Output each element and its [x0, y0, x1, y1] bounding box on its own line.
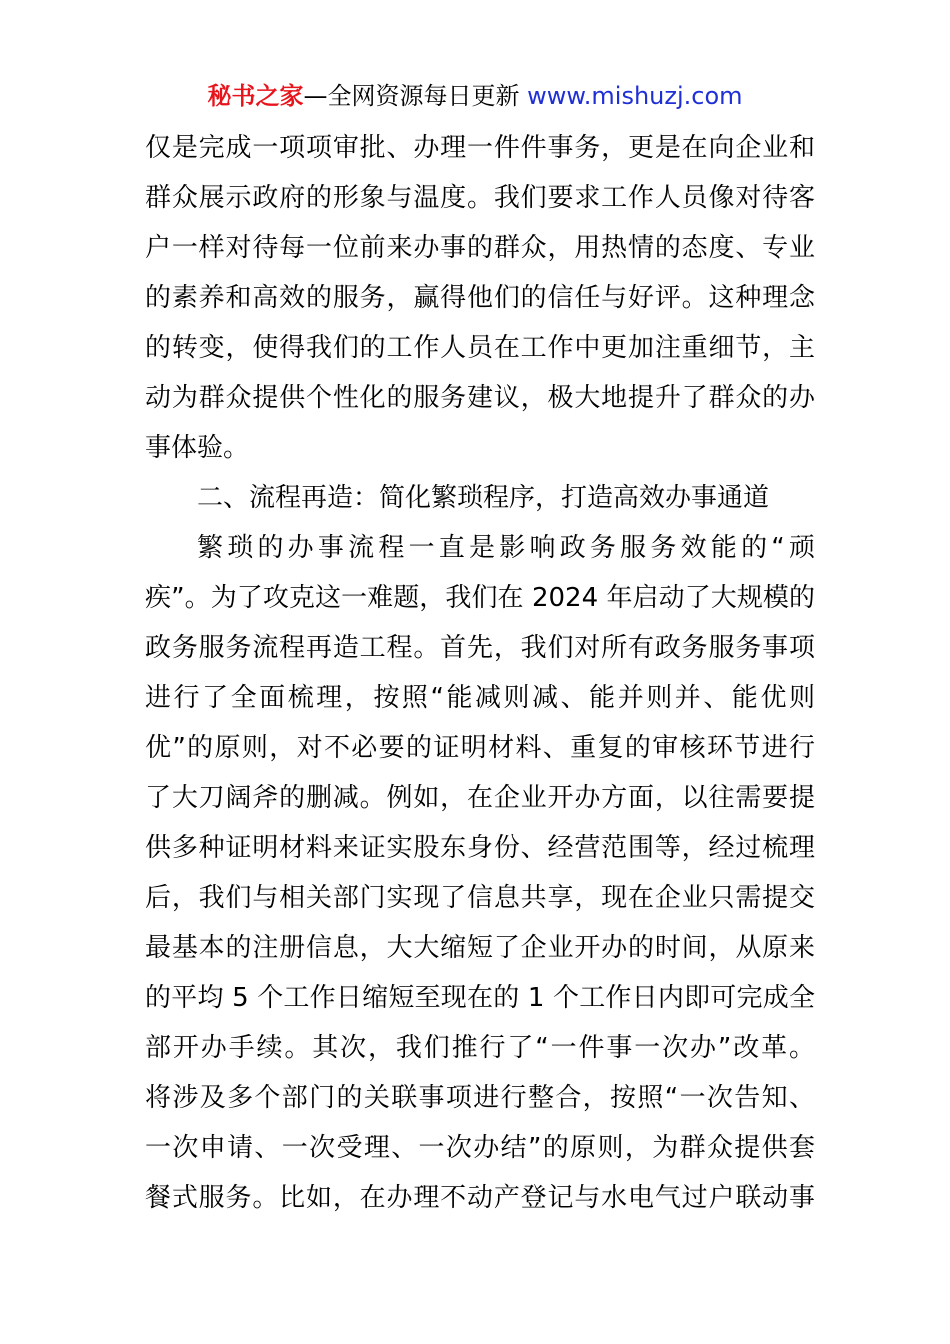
text-line: 群众展示政府的形象与温度。我们要求工作人员像对待客 [145, 183, 815, 213]
text-line: 优”的原则，对不必要的证明材料、重复的审核环节进行 [145, 733, 815, 763]
document-body [145, 123, 815, 1223]
text-line: 供多种证明材料来证实股东身份、经营范围等，经过梳理 [145, 833, 815, 863]
text-line: 的素养和高效的服务，赢得他们的信任与好评。这种理念 [145, 283, 815, 313]
text-line: 的平均 5 个工作日缩短至现在的 1 个工作日内即可完成全 [145, 983, 815, 1013]
site-header [0, 78, 950, 114]
site-url-link[interactable]: www.mishuzj.com [527, 82, 743, 110]
site-tagline: —全网资源每日更新 [303, 82, 520, 110]
text-line: 的转变，使得我们的工作人员在工作中更加注重细节，主 [145, 333, 815, 363]
text-line: 将涉及多个部门的关联事项进行整合，按照“一次告知、 [145, 1083, 815, 1113]
text-line: 部开办手续。其次，我们推行了“一件事一次办”改革。 [145, 1033, 815, 1063]
text-line: 动为群众提供个性化的服务建议，极大地提升了群众的办 [145, 383, 815, 413]
text-line: 疾”。为了攻克这一难题，我们在 2024 年启动了大规模的 [145, 583, 815, 613]
text-line: 政务服务流程再造工程。首先，我们对所有政务服务事项 [145, 633, 815, 663]
section-heading: 二、流程再造：简化繁琐程序，打造高效办事通道 [197, 483, 770, 513]
text-line: 餐式服务。比如，在办理不动产登记与水电气过户联动事 [145, 1183, 815, 1213]
text-line: 后，我们与相关部门实现了信息共享，现在企业只需提交 [145, 883, 815, 913]
text-line: 一次申请、一次受理、一次办结”的原则，为群众提供套 [145, 1133, 815, 1163]
text-line: 事体验。 [145, 433, 250, 463]
text-line: 仅是完成一项项审批、办理一件件事务，更是在向企业和 [145, 133, 815, 163]
text-line: 繁琐的办事流程一直是影响政务服务效能的“顽 [197, 533, 815, 563]
text-line: 户一样对待每一位前来办事的群众，用热情的态度、专业 [145, 233, 815, 263]
site-brand: 秘书之家 [207, 82, 304, 110]
text-line: 进行了全面梳理，按照“能减则减、能并则并、能优则 [145, 683, 815, 713]
text-line: 最基本的注册信息，大大缩短了企业开办的时间，从原来 [145, 933, 815, 963]
text-line: 了大刀阔斧的删减。例如，在企业开办方面，以往需要提 [145, 783, 815, 813]
